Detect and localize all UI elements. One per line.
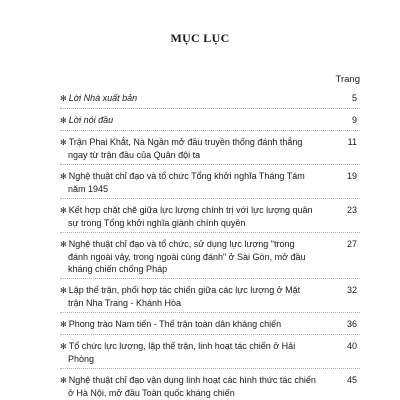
toc-entry[interactable] bbox=[60, 340, 360, 369]
asterisk-icon: ✻ bbox=[60, 376, 67, 385]
toc-entry[interactable] bbox=[60, 374, 360, 400]
toc-entry[interactable] bbox=[60, 92, 360, 109]
toc-entry-page: 40 bbox=[346, 341, 357, 351]
toc-entry-label: Tổ chức lực lượng, lập thế trận, linh hoạt tác chiến ở Hải Phòng bbox=[68, 341, 296, 364]
toc-entry-page: 11 bbox=[347, 137, 357, 147]
toc-entry-page: 45 bbox=[346, 375, 357, 385]
toc-entry[interactable] bbox=[60, 170, 360, 199]
page-title: MỤC LỤC bbox=[170, 31, 230, 45]
asterisk-icon: ✻ bbox=[60, 172, 67, 181]
asterisk-icon: ✻ bbox=[60, 320, 67, 329]
asterisk-icon: ✻ bbox=[60, 206, 67, 215]
asterisk-icon: ✻ bbox=[60, 138, 67, 147]
asterisk-icon: ✻ bbox=[60, 94, 67, 103]
toc-entry-page: 36 bbox=[346, 319, 357, 329]
toc-entry-page: 19 bbox=[346, 171, 357, 181]
toc-entry-label: Nghệ thuật chỉ đạo vận dụng linh hoạt các hình thức tác chiến ở Hà Nội, mở đầu Toàn quốc kháng chiến bbox=[68, 375, 316, 398]
toc-entry[interactable] bbox=[60, 318, 360, 335]
toc-entry-label: Kết hợp chặt chẽ giữa lực lượng chính trị với lực lượng quân sự trong Tổng khởi nghĩa giành chính quyền bbox=[68, 205, 313, 228]
toc-entry-label: Trận Phai Khắt, Nà Ngần mở đầu truyền thống đánh thắng ngay từ trận đầu của Quân đội ta bbox=[68, 137, 303, 160]
asterisk-icon: ✻ bbox=[60, 240, 67, 249]
toc-entry-page: 9 bbox=[351, 115, 357, 125]
toc-entry[interactable] bbox=[60, 238, 360, 279]
asterisk-icon: ✻ bbox=[60, 286, 67, 295]
page-column-header: Trang bbox=[335, 74, 360, 85]
toc-entry-page: 27 bbox=[346, 239, 357, 249]
toc-entry[interactable] bbox=[60, 114, 360, 131]
toc-entry-page: 5 bbox=[351, 93, 357, 103]
toc-entry-label: Nghệ thuật chỉ đạo và tổ chức, sử dụng lực lượng "trong đánh ngoài vây, trong ngoài cùng đánh" ở Sài Gòn, mở đầu kháng chiến chống Pháp bbox=[68, 239, 306, 274]
toc-entry[interactable] bbox=[60, 204, 360, 233]
toc-entry[interactable] bbox=[60, 136, 360, 165]
asterisk-icon: ✻ bbox=[60, 342, 67, 351]
toc-entry-label: Lời nói đầu bbox=[68, 115, 114, 125]
toc-entry-page: 23 bbox=[346, 205, 357, 215]
toc-entry-page: 32 bbox=[346, 285, 357, 295]
asterisk-icon: ✻ bbox=[60, 116, 67, 125]
toc-entry-label: Phong trào Nam tiến - Thế trận toàn dân kháng chiến bbox=[68, 319, 282, 329]
toc-entry-label: Nghệ thuật chỉ đạo và tổ chức Tổng khởi nghĩa Tháng Tám năm 1945 bbox=[68, 171, 305, 194]
table-of-contents bbox=[60, 92, 360, 400]
toc-entry-label: Lập thế trận, phối hợp tác chiến giữa các lực lượng ở Mặt trận Nha Trang - Khánh Hòa bbox=[68, 285, 301, 308]
toc-entry-label: Lời Nhà xuất bản bbox=[68, 93, 138, 103]
toc-entry[interactable] bbox=[60, 284, 360, 313]
